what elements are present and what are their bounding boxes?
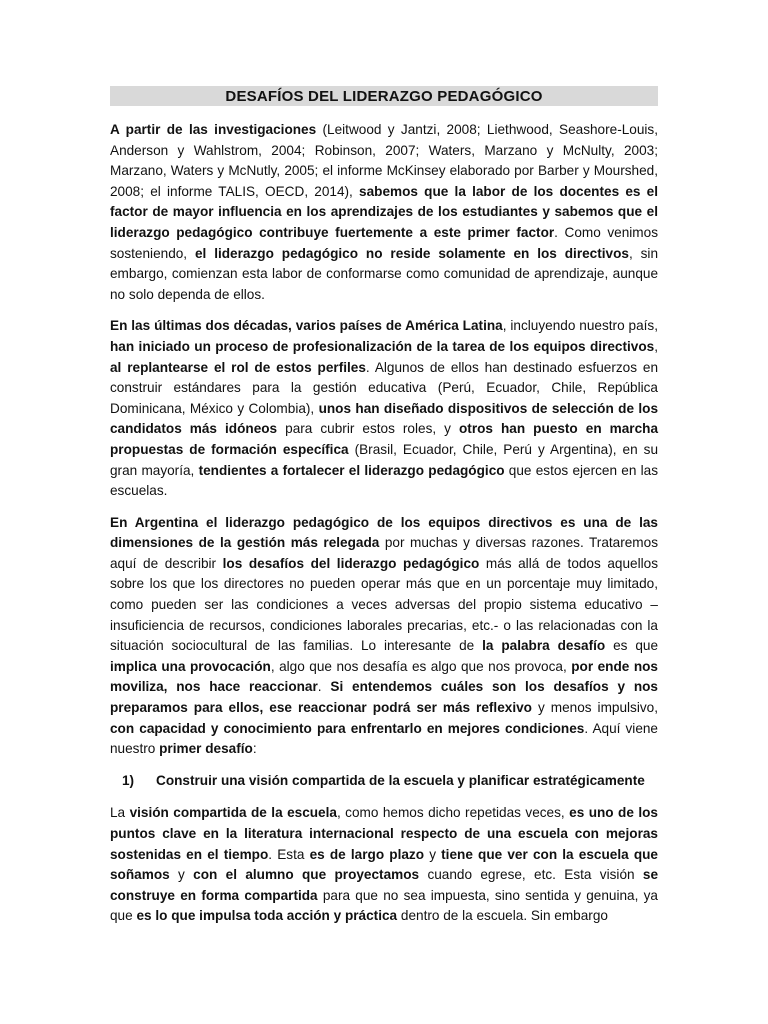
paragraph-2: [110, 316, 658, 501]
bold-text-run: tendientes a fortalecer el liderazgo pedagógico: [198, 462, 505, 478]
bold-text-run: es de largo plazo: [309, 846, 425, 862]
bold-text-run: con capacidad y conocimiento para enfrentarlo en mejores condiciones: [110, 720, 585, 736]
text-run: dentro de la escuela. Sin embargo: [397, 908, 608, 924]
bold-text-run: los desafíos del liderazgo pedagógico: [222, 555, 480, 571]
text-run: , como hemos dicho repetidas veces,: [336, 805, 570, 821]
paragraph-1: [110, 120, 658, 305]
text-run: . Como venimos sosteniendo,: [110, 224, 658, 261]
bold-text-run: En las últimas dos décadas, varios países de América Latina: [110, 318, 503, 334]
bold-text-run: la palabra desafío: [482, 638, 606, 654]
text-run: . Algunos de ellos han destinado esfuerzos en construir estándares para la gestión educativa (Perú, Ecuador, Chile, República Dominicana, México y Colombia),: [110, 359, 659, 416]
bold-text-run: implica una provocación: [110, 658, 271, 674]
text-run: y menos impulsivo,: [531, 700, 658, 716]
paragraph-4: [110, 803, 658, 927]
bold-text-run: sabemos que la labor de los docentes es el factor de mayor influencia en los aprendizajes de los estudiantes y sabemos que el liderazgo pedagógico contribuye fuertemente a este primer factor: [110, 183, 658, 240]
bold-text-run: A partir de las investigaciones: [110, 122, 317, 137]
title-bar: [110, 86, 658, 106]
text-run: para cubrir estos roles, y: [277, 421, 459, 437]
list-number: 1): [122, 772, 135, 788]
text-run: para que no sea impuesta, sino sentida y genuina, ya que: [110, 887, 658, 924]
text-run: , algo que nos desafía es algo que nos provoca,: [270, 658, 572, 674]
bold-text-run: al replantearse el rol de estos perfiles: [110, 359, 366, 375]
bold-text-run: con el alumno que proyectamos: [193, 867, 420, 883]
bold-text-run: es uno de los puntos clave en la literatura internacional respecto de una escuela con mejoras sostenidas en el tiempo: [110, 805, 658, 862]
bold-text-run: tiene que ver con la escuela que soñamos: [110, 846, 658, 883]
paragraph-3: [110, 513, 658, 760]
text-run: (Leitwood y Jantzi, 2008; Liethwood, Seashore-Louis, Anderson y Wahlstrom, 2004; Robinson, 2007; Waters, Marzano y McNulty, 2003; Marzano, Waters y McNutly, 2005; el informe McKinsey elaborado por Barber y Mourshed, 2008; el informe TALIS, OECD, 2014),: [110, 122, 658, 199]
bold-text-run: han iniciado un proceso de profesionalización de la tarea de los equipos directivos: [110, 338, 655, 354]
numbered-heading: [110, 771, 658, 792]
text-run: , incluyendo nuestro país,: [502, 318, 658, 334]
bold-text-run: Si entendemos cuáles son los desafíos y nos preparamos para ellos, ese reaccionar podrá ser más reflexivo: [110, 679, 658, 716]
text-run: La: [110, 805, 130, 821]
list-heading-text: Construir una visión compartida de la escuela y planificar estratégicamente: [156, 772, 645, 788]
text-run: más allá de todos aquellos sobre los que los directores no pueden operar más que en un porcentaje muy limitado, como pueden ser las condiciones a veces adversas del propio sistema educativo – insuficiencia de recursos, condiciones laborales precarias, etc.- o las relacionadas con la situación sociocultural de las familias. Lo interesante de: [110, 555, 658, 654]
page-title: DESAFÍOS DEL LIDERAZGO PEDAGÓGICO: [225, 87, 543, 105]
text-run: y: [169, 867, 194, 883]
bold-text-run: por ende nos moviliza, nos hace reaccionar: [110, 658, 658, 695]
text-run: que estos ejercen en las escuelas.: [110, 462, 659, 499]
text-run: (Brasil, Ecuador, Chile, Perú y Argentina), en su gran mayoría,: [110, 441, 658, 478]
bold-text-run: primer desafío: [159, 741, 253, 757]
text-run: . Aquí viene nuestro: [110, 720, 658, 757]
text-run: , sin embargo, comienzan esta labor de conformarse como comunidad de aprendizaje, aunque no solo dependa de ellos.: [110, 245, 659, 302]
bold-text-run: En Argentina el liderazgo pedagógico de los equipos directivos es una de las dimensiones de la gestión más relegada: [110, 514, 658, 551]
text-run: y: [424, 846, 442, 862]
bold-text-run: otros han puesto en marcha propuestas de formación específica: [110, 421, 659, 457]
bold-text-run: se construye en forma compartida: [110, 867, 659, 903]
text-run: es que: [605, 638, 659, 654]
text-run: . Esta: [268, 846, 310, 862]
text-run: :: [252, 741, 257, 757]
bold-text-run: visión compartida de la escuela: [129, 805, 337, 821]
bold-text-run: el liderazgo pedagógico no reside solamente en los directivos: [194, 245, 629, 261]
text-run: .: [317, 679, 331, 695]
bold-text-run: unos han diseñado dispositivos de selección de los candidatos más idóneos: [110, 400, 658, 437]
text-run: por muchas y diversas razones. Trataremos aquí de describir: [110, 535, 658, 571]
text-run: ,: [654, 338, 658, 354]
bold-text-run: es lo que impulsa toda acción y práctica: [136, 908, 398, 924]
text-run: cuando egrese, etc. Esta visión: [419, 867, 643, 883]
